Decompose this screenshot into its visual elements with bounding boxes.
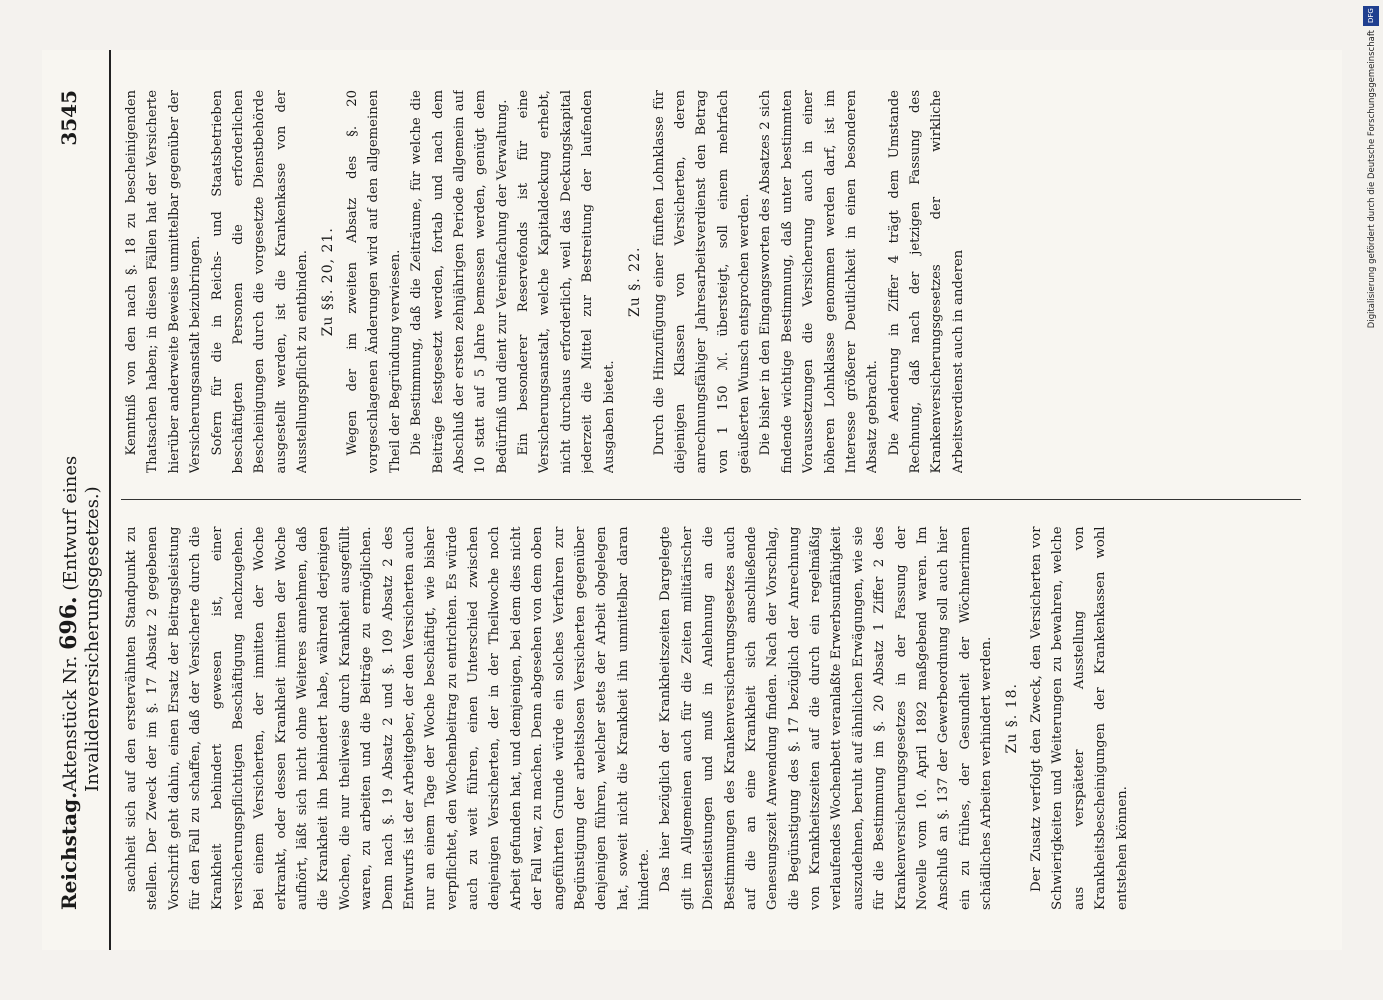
paragraph: Die Bestimmung, daß die Zeiträume, für welche die Beiträge festgesetzt werden, fortab und nach dem Abschluß der ersten zehnjährigen Periode allgemein auf 10 statt auf 5 Jahre bemessen werden, genügt dem Bedürfniß und dient zur Vereinfachung der Verwaltung. xyxy=(409,90,510,474)
page-number: 3545 xyxy=(57,90,81,146)
page-header xyxy=(42,50,111,950)
paragraph: Durch die Hinzufügung einer fünften Lohnklasse für diejenigen Klassen von Versicherten, deren anrechnungsfähiger Jahresarbeitsverdienst den Betrag von 1 150 ℳ. übersteigt, soll einem mehrfach geäußerten Wunsch entsprochen werden. xyxy=(651,90,753,474)
section-heading: Zu §. 18. xyxy=(1004,683,1021,754)
column-divider xyxy=(121,500,1301,501)
header-number: 696. xyxy=(56,596,82,650)
paragraph: Das hier bezüglich der Krankheitszeiten Dargelegte gilt im Allgemeinen auch für die Zeiten militärischer Dienstleistungen und muß in Anlehnung an die Bestimmungen des Krankenversicherungsgesetzes auch auf die an eine Krankheit sich anschließende Genesungszeit Anwendung finden. Nach der Vorschlag, die Begünstigung des §. 17 bezüglich der Anrechnung von Krankheitszeiten auf die durch ein regelmäßig verlaufendes Wochenbett veranlaßte Erwerbsunfähigkeit auszudehnen, beruht auf ähnlichen Erwägungen, wie sie für die Bestimmung im §. 20 Absatz 1 Ziffer 2 des Krankenversicherungsgesetzes in der Fassung der Novelle vom 10. April 1892 maßgebend waren. Im Anschluß an §. 137 der Gewerbeordnung soll auch hier ein zu frühes, der Gesundheit der Wöchnerinnen schädliches Arbeiten verhindert werden. xyxy=(658,526,994,910)
paragraph: Kenntniß von den nach §. 18 zu bescheinigenden Thatsachen haben; in diesen Fällen hat der Versicherte hierüber anderweite Beweise unmittelbar gegenüber der Versicherungsanstalt beizubringen. xyxy=(124,90,204,474)
paragraph: Wegen der im zweiten Absatz des §. 20 vorgeschlagenen Änderungen wird auf den allgemeinen Theil der Begründung verwiesen. xyxy=(345,90,403,474)
section-heading: Zu §. 22. xyxy=(626,246,643,317)
paragraph: Die bisher in den Eingangsworten des Absatzes 2 sich findende wichtige Bestimmung, daß unter bestimmten Voraussetzungen die Versicherung auch in einer höheren Lohnklasse genommen werden darf, ist im Interesse größerer Deutlichkeit in einen besonderen Absatz gebracht. xyxy=(758,90,881,474)
watermark-strip xyxy=(1359,0,1383,1000)
text-columns xyxy=(111,50,1311,950)
header-title xyxy=(56,146,103,792)
paragraph: Sofern für die in Reichs- und Staatsbetrieben beschäftigten Personen die erforderlichen Bescheinigungen durch die vorgesetzte Dienstbehörde ausgestellt werden, ist die Krankenkasse von der Ausstellungspflicht zu entbinden. xyxy=(209,90,310,474)
paragraph: Ein besonderer Reservefonds ist für eine Versicherungsanstalt, welche Kapitaldeckung erhebt, nicht durchaus erforderlich, weil das Deckungskapital jederzeit die Mittel zur Bestreitung der laufenden Ausgaben bietet. xyxy=(516,90,617,474)
paragraph: sachheit sich auf den erstervähnten Standpunkt zu stellen. Der Zweck der im §. 17 Absatz 2 gegebenen Vorschrift geht dahin, einen Ersatz der Beitragsleistung für den Fall zu schaffen, daß der Versicherte durch die Krankheit behindert gewesen ist, einer versicherungspflichtigen Beschäftigung nachzugehen. Bei einem Versicherten, der inmitten der Woche erkrankt, oder dessen Krankheit inmitten der Woche aufhört, läßt sich nicht ohne Weiteres annehmen, daß die Krankheit ihn behindert habe, während derjenigen Wochen, die nur theilweise durch Krankheit ausgefüllt waren, zu arbeiten und die Beiträge zu ermöglichen. Denn nach §. 19 Absatz 2 und §. 109 Absatz 2 des Entwurfs ist der Arbeitgeber, der den Versicherten auch nur an einem Tage der Woche beschäftigt, wie bisher verpflichtet, den Wochenbeitrag zu entrichten. Es würde auch zu weit führen, einen Unterschied zwischen denjenigen Versicherten, der in der Theilwoche noch Arbeit gefunden hat, und demjenigen, bei dem dies nicht der Fall war, zu machen. Denn abgesehen von dem oben angeführten Grunde würde ein solches Verfahren zur Begünstigung der arbeitslosen Versicherten gegenüber denjenigen führen, welcher stets der Arbeit obgelegen hat, soweit nicht die Krankheit ihn unmittelbar daran hinderte. xyxy=(124,526,652,910)
paragraph: Die Aenderung in Ziffer 4 trägt dem Umstande Rechnung, daß nach der jetzigen Fassung des Krankenversicherungsgesetzes der wirkliche Arbeitsverdienst auch in anderen xyxy=(886,90,966,474)
document-page xyxy=(42,50,1342,950)
header-subtitle: (Entwurf eines Invalidenversicherungsgesetzes.) xyxy=(60,455,103,792)
right-column xyxy=(121,90,1301,474)
header-reichstag: Reichstag. xyxy=(57,791,81,910)
section-heading: Zu §§. 20, 21. xyxy=(320,227,337,337)
digitization-credit: Digitalisierung gefördert durch die Deutsche Forschungsgemeinschaft xyxy=(1367,30,1377,329)
left-column xyxy=(121,527,1301,911)
dfg-logo-icon: DFG xyxy=(1363,6,1379,26)
header-aktenstueck: Aktenstück Nr. xyxy=(60,655,81,792)
paragraph: Der Zusatz verfolgt den Zweck, den Versicherten vor Schwierigkeiten und Weiterungen zu bewahren, welche aus verspäteter Ausstellung von Krankheitsbescheinigungen der Krankenkassen wohl entstehen können. xyxy=(1029,526,1130,910)
